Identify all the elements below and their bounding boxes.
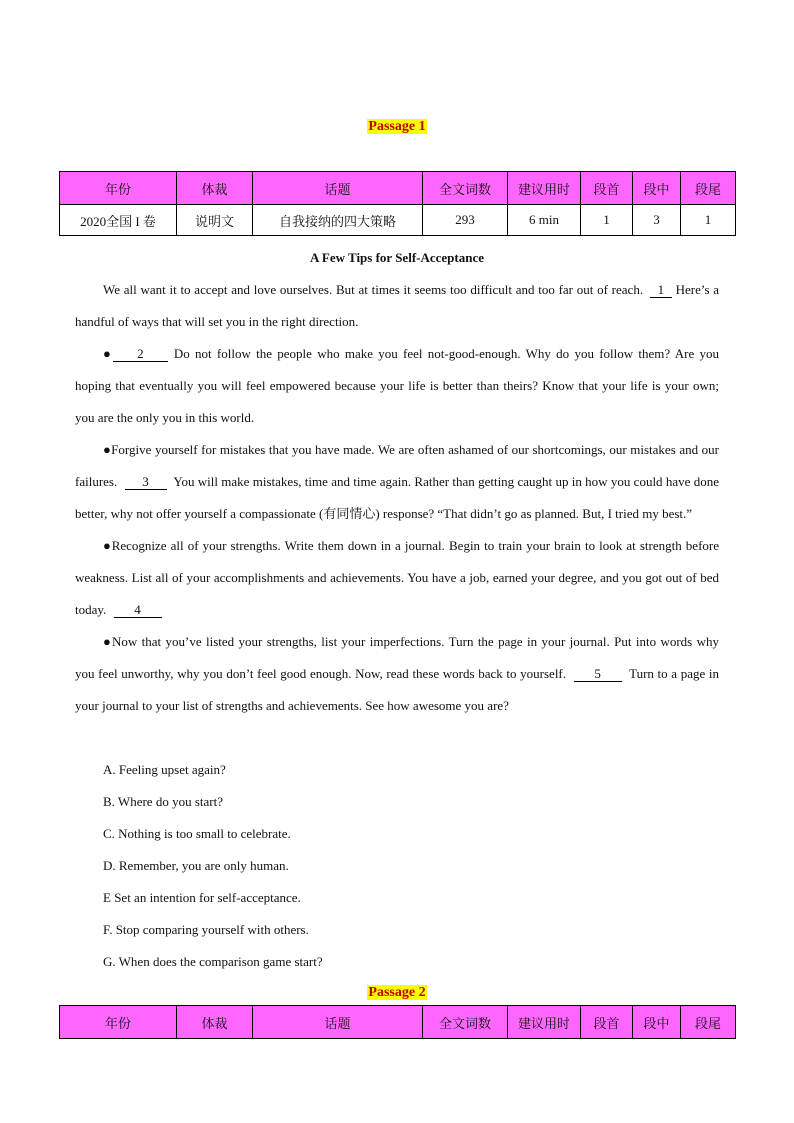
blank-3: 3 (125, 474, 167, 490)
cell-topic: 自我接纳的四大策略 (253, 205, 423, 236)
blank-5: 5 (574, 666, 622, 682)
option-b: B. Where do you start? (103, 794, 223, 809)
paragraph-1 (75, 274, 719, 338)
passage-1-info-table (59, 171, 736, 236)
paragraph-4-text: ●Recognize all of your strengths. Write them down in a journal. Begin to train your brain to look at strength before weakness. List all of your accomplishments and achievements. You have a job, earned your degree, and you got out of bed today. (75, 538, 719, 617)
paragraph-4 (75, 530, 719, 626)
passage-2-info-table (59, 1005, 736, 1039)
option-d: D. Remember, you are only human. (103, 858, 289, 873)
option-f: F. Stop comparing yourself with others. (103, 922, 309, 937)
table-row (60, 205, 736, 236)
paragraph-1-text-a: We all want it to accept and love ourselves. But at times it seems too difficult and too far out of reach. (103, 282, 644, 297)
blank-2: 2 (113, 346, 168, 362)
paragraph-2-text: Do not follow the people who make you feel not-good-enough. Why do you follow them? Are you hoping that eventually you will feel empowered because your life is better than theirs? Know that your life is your own; you are the only you in this world. (75, 346, 719, 425)
header-word-count: 全文词数 (423, 172, 508, 205)
cell-para-end: 1 (681, 205, 736, 236)
header-para-middle: 段中 (633, 172, 681, 205)
header-suggested-time: 建议用时 (508, 1006, 581, 1039)
header-para-end: 段尾 (681, 1006, 736, 1039)
header-suggested-time: 建议用时 (508, 172, 581, 205)
cell-word-count: 293 (423, 205, 508, 236)
cell-para-middle: 3 (633, 205, 681, 236)
paragraph-5 (75, 626, 719, 722)
header-genre: 体裁 (177, 1006, 253, 1039)
option-a: A. Feeling upset again? (103, 762, 226, 777)
header-para-start: 段首 (581, 172, 633, 205)
passage-2-title-text: Passage 2 (368, 985, 426, 1000)
paragraph-3-text-b: You will make mistakes, time and time again. Rather than getting caught up in how you could have done better, why not offer yourself a compassionate (有同情心) response? “That didn’t go as planned. But, I tried my best.” (75, 474, 719, 521)
paragraph-5-text-a: ●Now that you’ve listed your strengths, list your imperfections. Turn the page in your journal. Put into words why you feel unworthy, why you don’t feel good enough. Now, read these words back to yourself. (75, 634, 719, 681)
header-para-middle: 段中 (633, 1006, 681, 1039)
table-header-row (60, 1006, 736, 1039)
paragraph-3-text-a: ●Forgive yourself for mistakes that you have made. We are often ashamed of our shortcomings, our mistakes and our failures. (75, 442, 719, 489)
table-header-row (60, 172, 736, 205)
bullet-icon: ● (103, 346, 113, 361)
header-word-count: 全文词数 (423, 1006, 508, 1039)
cell-para-start: 1 (581, 205, 633, 236)
answer-options (103, 754, 323, 978)
blank-4: 4 (114, 602, 162, 618)
paragraph-2 (75, 338, 719, 434)
paragraph-1-text-b: Here’s a handful of ways that will set you in the right direction. (75, 282, 720, 329)
option-e: E Set an intention for self-acceptance. (103, 890, 301, 905)
cell-genre: 说明文 (177, 205, 253, 236)
cell-year: 2020全国 I 卷 (60, 205, 177, 236)
header-para-end: 段尾 (681, 172, 736, 205)
passage-1-title-text: Passage 1 (368, 119, 426, 134)
header-year: 年份 (60, 1006, 177, 1039)
option-g: G. When does the comparison game start? (103, 954, 323, 969)
cell-suggested-time: 6 min (508, 205, 581, 236)
header-year: 年份 (60, 172, 177, 205)
article-body (75, 274, 719, 722)
option-c: C. Nothing is too small to celebrate. (103, 826, 291, 841)
paragraph-3 (75, 434, 719, 530)
header-topic: 话题 (253, 172, 423, 205)
header-genre: 体裁 (177, 172, 253, 205)
passage-1-title (0, 119, 794, 135)
passage-2-title (0, 985, 794, 1001)
header-topic: 话题 (253, 1006, 423, 1039)
blank-1: 1 (650, 282, 672, 298)
article-title: A Few Tips for Self-Acceptance (309, 250, 485, 265)
paragraph-5-text-b: Turn to a page in your journal to your list of strengths and achievements. See how awesome you are? (75, 666, 720, 713)
header-para-start: 段首 (581, 1006, 633, 1039)
